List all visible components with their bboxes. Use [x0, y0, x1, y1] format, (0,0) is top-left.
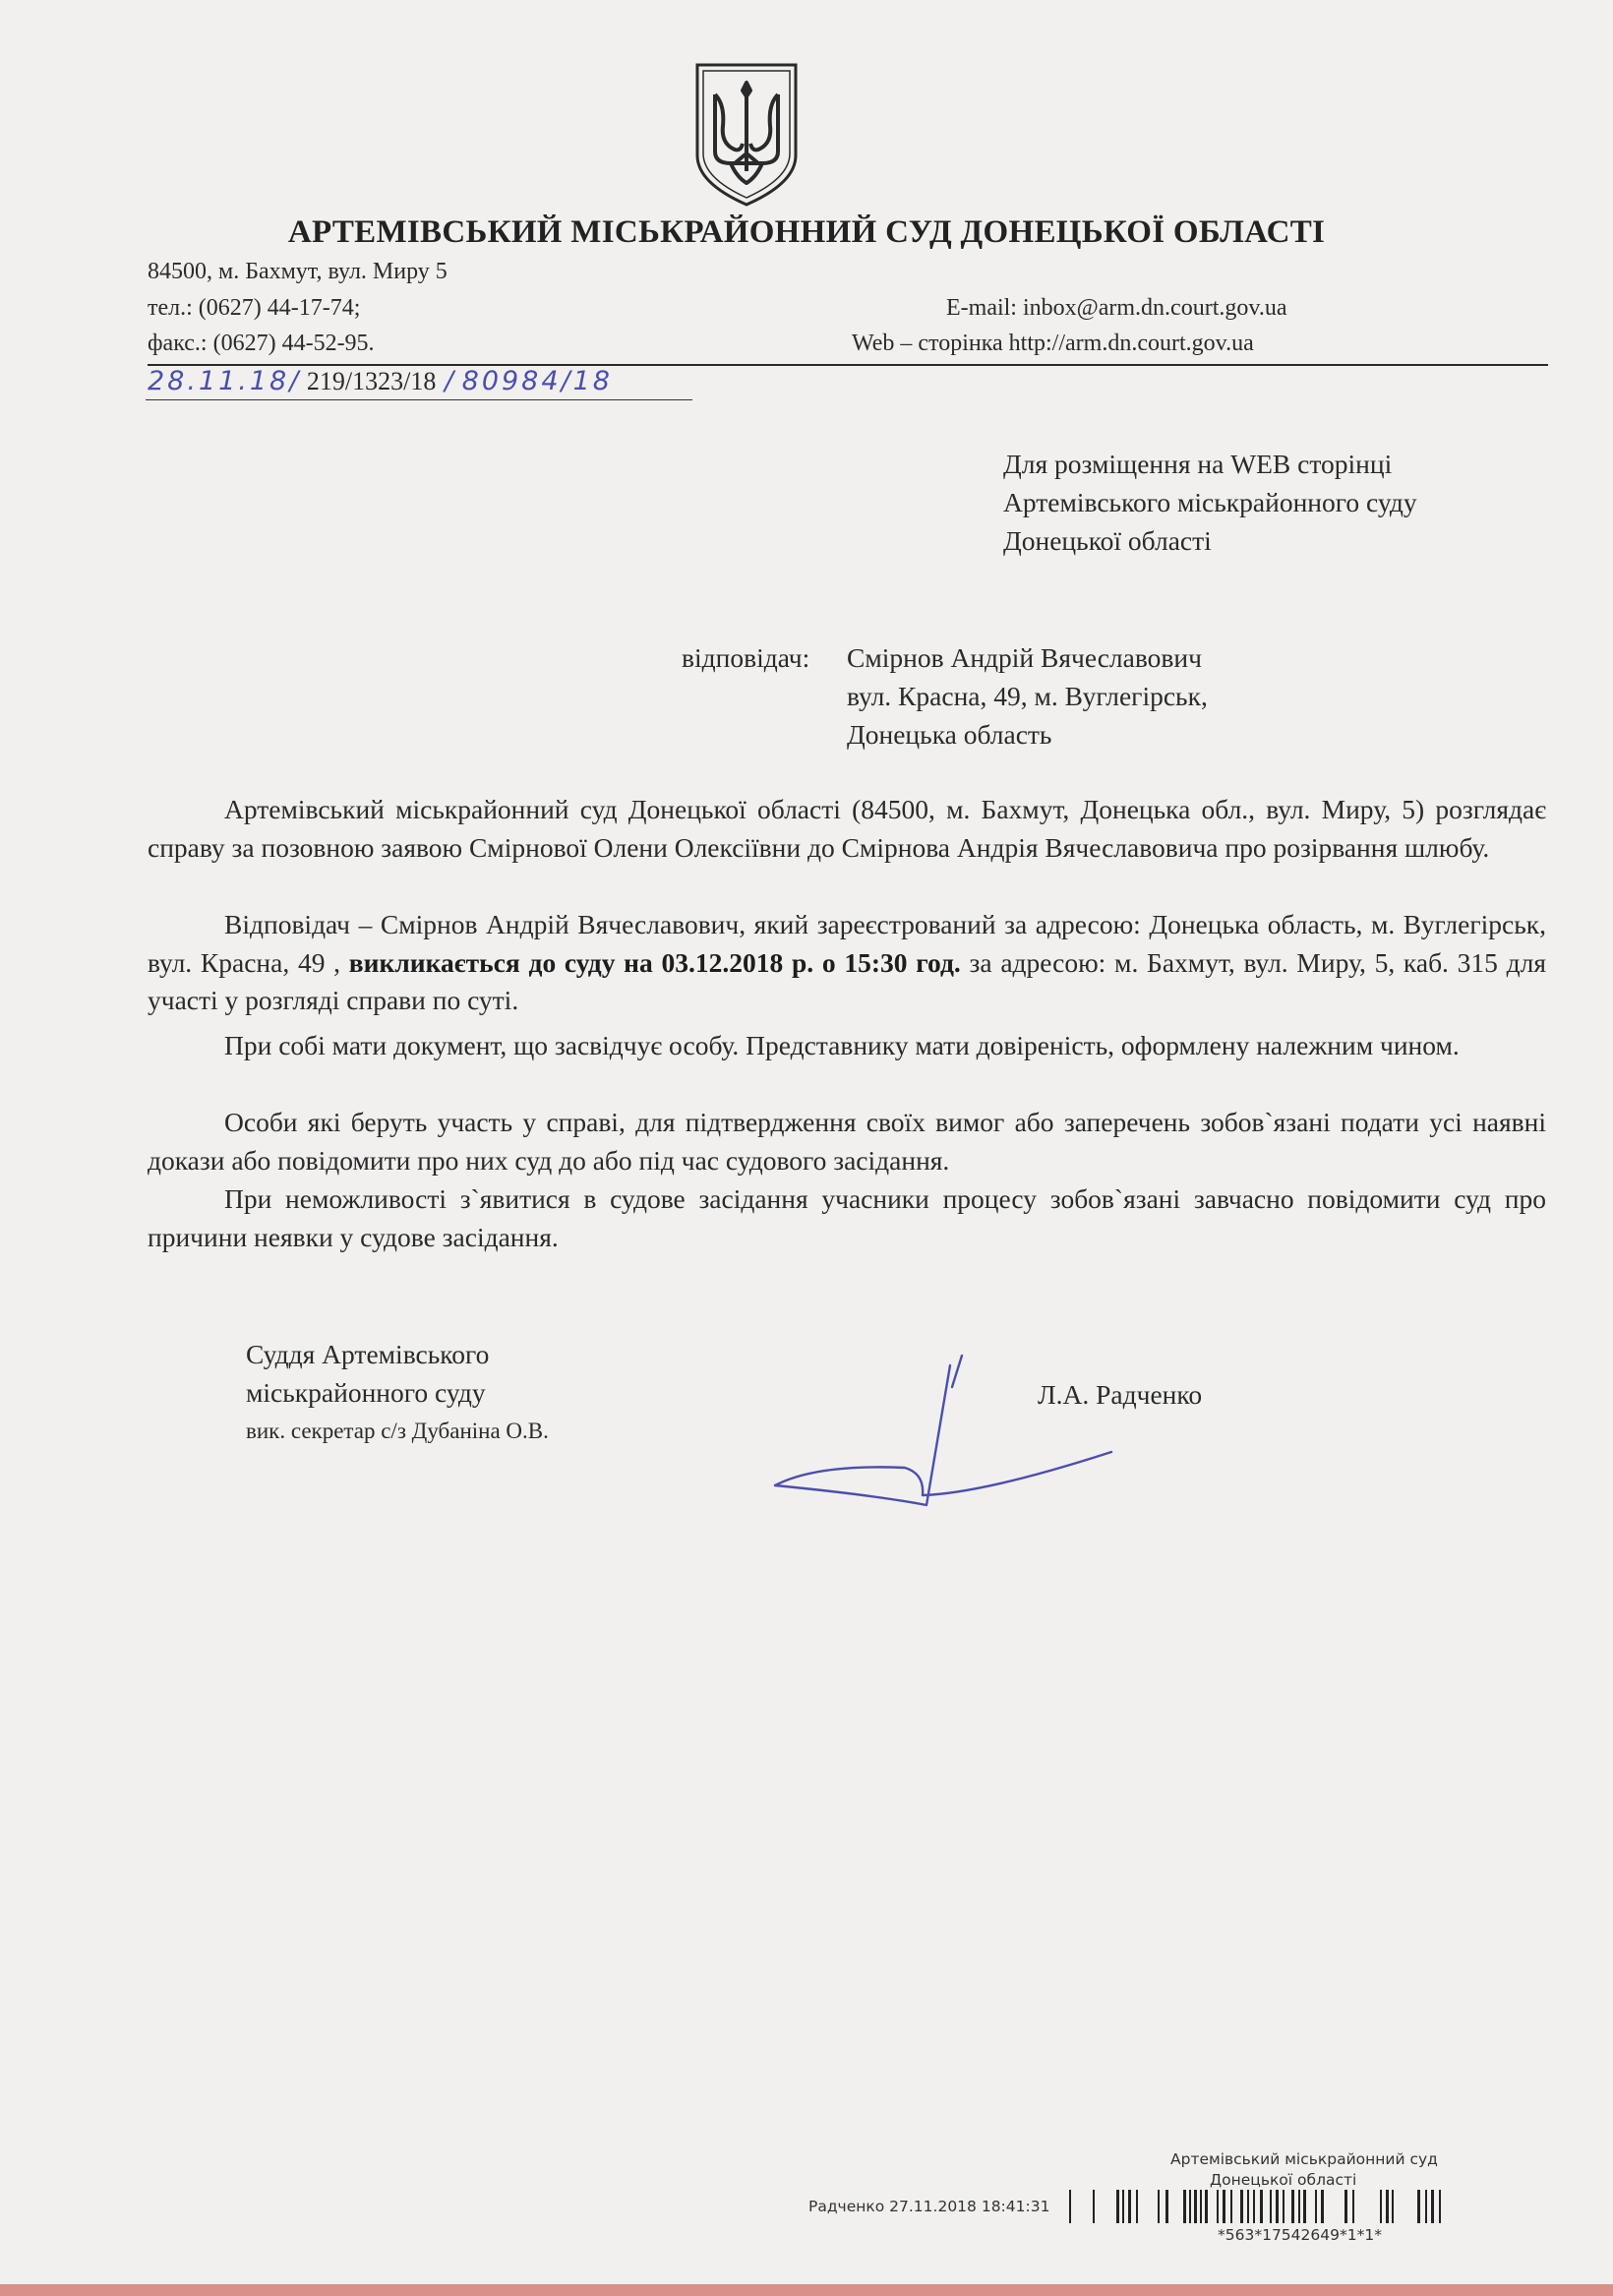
judge-name: Л.А. Радченко: [1038, 1379, 1203, 1410]
paragraph-documents: При собі мати документ, що засвідчує особу. Представнику мати довіреність, оформлену належним чином.: [224, 1030, 1460, 1060]
recipient-line1: Для розміщення на WEB сторінці: [1003, 449, 1393, 479]
document-barcode: [1067, 2190, 1549, 2223]
recipient-line3: Донецької області: [1003, 525, 1212, 556]
respondent-address-line2: Донецька область: [847, 719, 1052, 750]
registration-line: 28.11.18/ 219/1323/18 / 80984/18: [148, 366, 613, 396]
recipient-line2: Артемівського міськрайонного суду: [1003, 487, 1417, 517]
paragraph-absence-notice: При неможливості з`явитися в судове засідання учасники процесу зобов`язані завчасно повідомити суд про причини неявки у судове засідання.: [148, 1183, 1546, 1252]
respondent-name: Смірнов Андрій Вячеславович: [847, 642, 1202, 673]
court-name-heading: АРТЕМІВСЬКИЙ МІСЬКРАЙОННИЙ СУД ДОНЕЦЬКОЇ ОБЛАСТІ: [287, 214, 1326, 250]
judge-title-line1: Суддя Артемівського: [246, 1339, 490, 1369]
court-phone: тел.: (0627) 44-17-74;: [148, 295, 361, 321]
stamp-signed-by: Радченко 27.11.2018 18:41:31: [808, 2198, 1050, 2215]
barcode-number: *563*17542649*1*1*: [1218, 2226, 1382, 2244]
registration-date-handwritten: 28.11.18: [148, 366, 290, 396]
case-number: 219/1323/18: [306, 367, 437, 395]
court-email[interactable]: E-mail: inbox@arm.dn.court.gov.ua: [946, 295, 1287, 321]
judge-title-line2: міськрайонного суду: [246, 1377, 486, 1408]
paragraph-evidence: Особи які беруть участь у справі, для підтвердження своїх вимог або заперечень зобов`язані подати усі наявні докази або повідомити про них суд до або під час судового засідання.: [148, 1107, 1546, 1176]
paragraph-case-description: Артемівський міськрайонний суд Донецької області (84500, м. Бахмут, Донецька обл., вул. Миру, 5) розглядає справу за позовною заявою Смірнової Олени Олексіївни до Смірнова Андрія Вячеславовича про розірвання шлюбу.: [148, 794, 1546, 863]
page-bottom-edge: [0, 2284, 1613, 2296]
respondent-label: відповідач:: [682, 642, 810, 673]
executor-note: вик. секретар с/з Дубаніна О.В.: [246, 1419, 549, 1443]
registration-underline: [146, 399, 692, 400]
coat-of-arms-emblem: [691, 61, 802, 209]
court-fax: факс.: (0627) 44-52-95.: [148, 331, 375, 356]
outgoing-number-handwritten: 80984/18: [461, 366, 613, 396]
stamp-court-line2: Донецької області: [1210, 2171, 1357, 2189]
judge-signature: [757, 1348, 1131, 1525]
stamp-court-line1: Артемівський міськрайонний суд: [1170, 2150, 1438, 2168]
paragraph-summons: Відповідач – Смірнов Андрій Вячеславович, який зареєстрований за адресою: Донецька область, м. Вуглегірськ, вул. Красна, 49 , викликається до суду на 03.12.2018 р. о 15:30 год. за адресою: м. Бахмут, вул. Миру, 5, каб. 315 для участі у розгляді справи по суті.: [148, 909, 1547, 1015]
court-website[interactable]: Web – сторінка http://arm.dn.court.gov.ua: [852, 331, 1254, 356]
court-address: 84500, м. Бахмут, вул. Миру 5: [148, 259, 448, 284]
summons-date-time: викликається до суду на 03.12.2018 р. о 15:30 год.: [348, 946, 961, 978]
respondent-address-line1: вул. Красна, 49, м. Вуглегірськ,: [847, 681, 1208, 711]
